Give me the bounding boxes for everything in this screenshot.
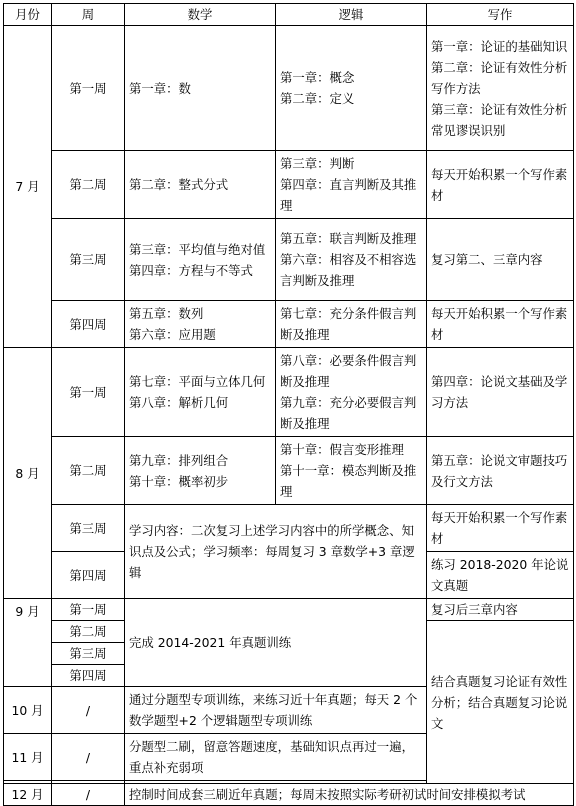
writing-cell: 每天开始积累一个写作素材: [427, 505, 574, 552]
logic-item: 第四章：直言判断及其推理: [280, 177, 417, 213]
writing-cell: [427, 437, 574, 505]
math-cell: [125, 151, 276, 219]
writing-cell: [427, 151, 574, 219]
writing-item: 第一章：论证的基础知识: [431, 38, 568, 54]
study-plan-table: [3, 3, 574, 806]
header-week: 周: [52, 4, 125, 26]
math-item: 第四章：方程与不等式: [129, 262, 253, 278]
practice-cell: 分题型二刷，留意答题速度，基础知识点再过一遍，重点补充弱项: [125, 734, 427, 781]
header-logic: 逻辑: [276, 4, 427, 26]
month-cell-jul: 7 月: [4, 26, 52, 348]
table-row: [4, 151, 574, 219]
logic-cell: [276, 26, 427, 151]
writing-item: 第五章：论说文审题技巧及行文方法: [431, 452, 568, 489]
writing-item: 每天开始积累一个写作素材: [431, 166, 568, 203]
writing-item: 复习第二、三章内容: [431, 252, 543, 267]
review-cell: 学习内容：二次复习上述学习内容中的所学概念、知识点及公式；学习频率：每周复习 3 章数学+3 章逻辑: [125, 505, 427, 599]
math-cell: [125, 301, 276, 348]
exam-training-cell: 完成 2014-2021 年真题训练: [125, 599, 427, 687]
math-cell: [125, 437, 276, 505]
week-cell: 第二周: [52, 621, 125, 643]
week-cell: 第四周: [52, 665, 125, 687]
header-math: 数学: [125, 4, 276, 26]
month-cell-oct: 10 月: [4, 687, 52, 734]
writing-item: 第二章：论证有效性分析写作方法: [431, 59, 568, 96]
math-item: 第八章：解析几何: [129, 395, 229, 410]
practice-cell: 通过分题型专项训练，来练习近十年真题；每天 2 个数学题型+2 个逻辑题型专项训练: [125, 687, 427, 734]
logic-item: 第七章：充分条件假言判断及推理: [280, 306, 417, 342]
logic-item: 第六章：相容及不相容选言判断及推理: [280, 252, 417, 288]
table-row: [4, 505, 574, 552]
writing-item: 第三章：论证有效性分析常见谬误识别: [431, 101, 568, 138]
math-item: 第九章：排列组合: [129, 452, 229, 468]
table-row: [4, 301, 574, 348]
week-cell: 第四周: [52, 552, 125, 599]
math-item: 第一章：数: [129, 80, 191, 96]
math-item: 第六章：应用题: [129, 327, 216, 342]
month-cell-sep: 9 月: [4, 599, 52, 687]
week-cell: /: [52, 687, 125, 734]
week-cell: 第三周: [52, 219, 125, 301]
math-item: 第二章：整式分式: [129, 177, 229, 192]
logic-item: 第十章：假言变形推理: [280, 442, 404, 457]
table-row: [4, 348, 574, 437]
week-cell: /: [52, 784, 125, 806]
logic-cell: [276, 301, 427, 348]
writing-cell: 练习 2018-2020 年论说文真题: [427, 552, 574, 599]
writing-cell: [427, 348, 574, 437]
header-row: [4, 4, 574, 26]
week-cell: 第三周: [52, 505, 125, 552]
table-row: [4, 26, 574, 151]
writing-cell: [427, 26, 574, 151]
week-cell: 第四周: [52, 301, 125, 348]
header-writing: 写作: [427, 4, 574, 26]
header-month: 月份: [4, 4, 52, 26]
logic-item: 第一章：概念: [280, 70, 355, 85]
logic-item: 第九章：充分必要假言判断及推理: [280, 395, 417, 431]
week-cell: /: [52, 734, 125, 781]
logic-cell: [276, 151, 427, 219]
table-row: [4, 437, 574, 505]
logic-cell: [276, 437, 427, 505]
math-cell: [125, 348, 276, 437]
logic-item: 第三章：判断: [280, 156, 355, 171]
logic-item: 第八章：必要条件假言判断及推理: [280, 353, 417, 389]
math-cell: [125, 26, 276, 151]
writing-cell: [427, 301, 574, 348]
writing-cell: [427, 219, 574, 301]
writing-cell: 复习后三章内容: [427, 599, 574, 621]
week-cell: 第三周: [52, 643, 125, 665]
week-cell: 第一周: [52, 348, 125, 437]
math-item: 第三章：平均值与绝对值: [129, 241, 266, 257]
logic-cell: [276, 219, 427, 301]
logic-item: 第五章：联言判断及推理: [280, 231, 417, 246]
writing-item: 第四章：论说文基础及学习方法: [431, 374, 568, 410]
math-item: 第十章：概率初步: [129, 473, 229, 489]
table-row: [4, 784, 574, 806]
week-cell: 第一周: [52, 26, 125, 151]
month-cell-nov: 11 月: [4, 734, 52, 781]
math-cell: [125, 219, 276, 301]
final-plan-cell: 控制时间成套三刷近年真题；每周末按照实际考研初试时间安排模拟考试: [125, 784, 574, 806]
math-item: 第五章：数列: [129, 306, 204, 321]
month-cell-dec: 12 月: [4, 784, 52, 806]
table-row: [4, 219, 574, 301]
writing-cell: 结合真题复习论证有效性分析；结合真题复习论说文: [427, 621, 574, 784]
logic-cell: [276, 348, 427, 437]
table-row: [4, 599, 574, 621]
month-cell-aug: 8 月: [4, 348, 52, 599]
week-cell: 第一周: [52, 599, 125, 621]
logic-item: 第二章：定义: [280, 91, 355, 106]
week-cell: 第二周: [52, 437, 125, 505]
math-item: 第七章：平面与立体几何: [129, 374, 266, 389]
writing-item: 每天开始积累一个写作素材: [431, 306, 568, 342]
week-cell: 第二周: [52, 151, 125, 219]
logic-item: 第十一章：模态判断及推理: [280, 463, 417, 499]
